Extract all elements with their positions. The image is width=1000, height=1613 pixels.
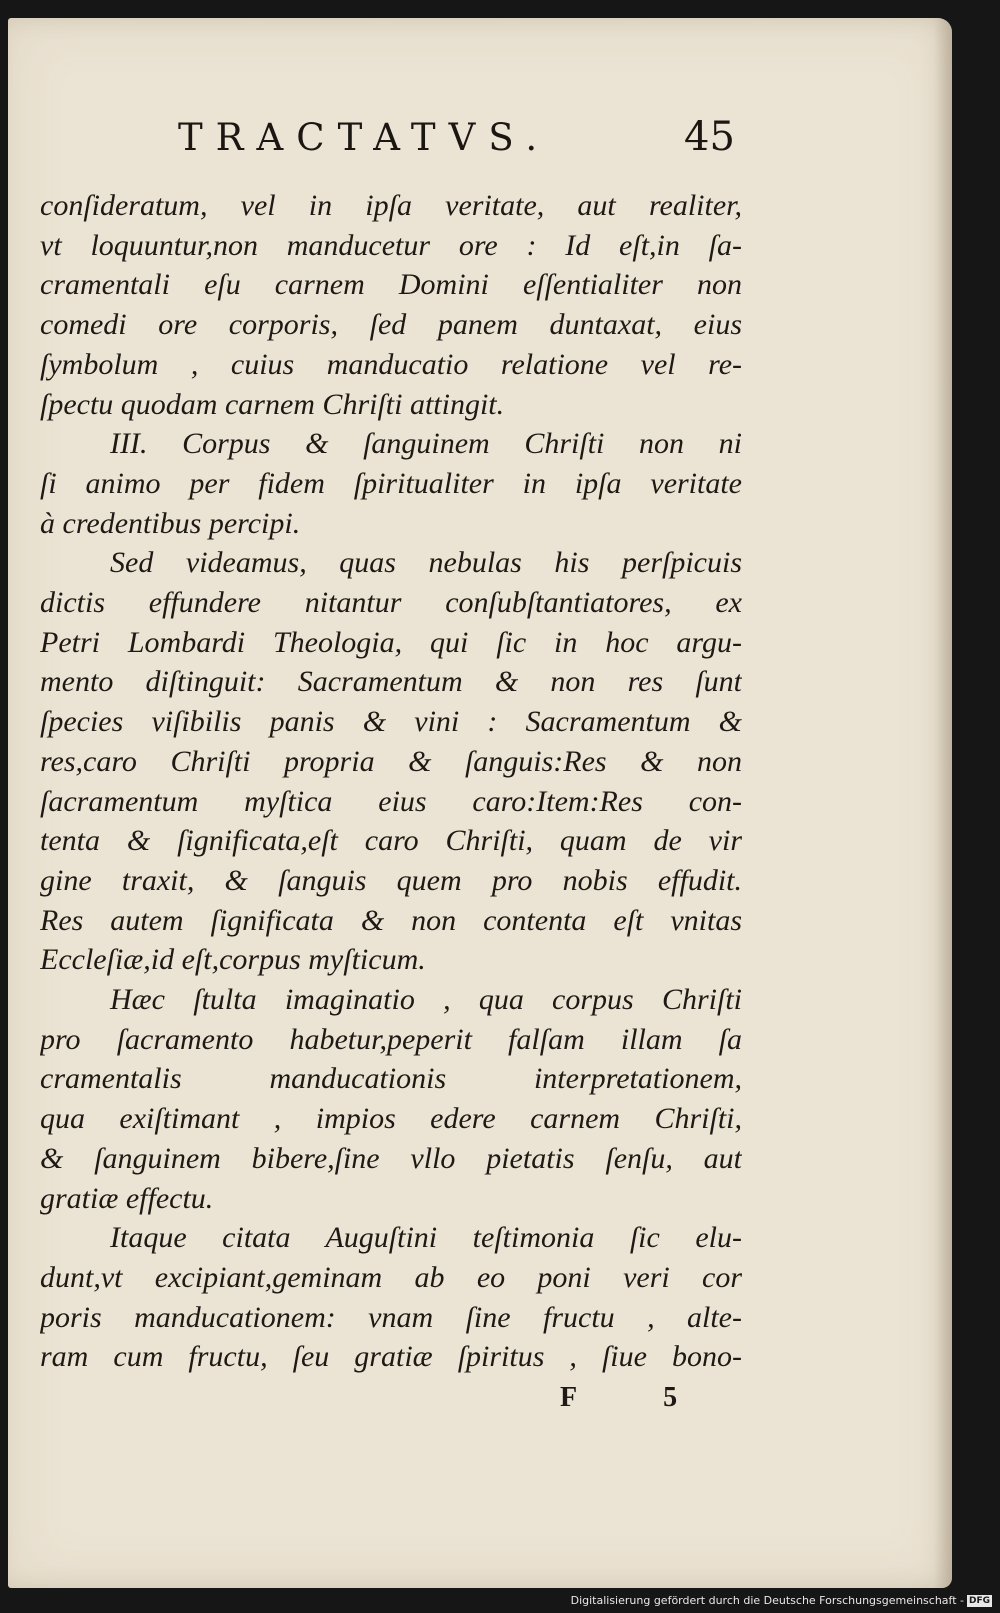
text-line [40,305,742,345]
text-line-content: ſpectu quodam carnem Chriſti attingit. [40,387,505,421]
text-line-content: res,caro Chriſti propria & ſanguis:Res & non [40,744,742,778]
text-line-content: mento diſtinguit: Sacramentum & non res ſunt [40,665,742,699]
text-line-content: Sed videamus, quas nebulas his perſpicuis [110,546,742,580]
text-line [40,424,742,464]
text-line [40,226,742,266]
text-line [40,821,742,861]
text-line-content: à credentibus percipi. [40,506,301,540]
digitization-credit [571,1594,992,1607]
text-line-content: III. Corpus & ſanguinem Chriſti non ni [110,427,742,461]
text-line [40,1020,742,1060]
text-line [40,1258,742,1298]
text-line [40,1099,742,1139]
text-line-content: conſideratum, vel in ipſa veritate, aut realiter, [40,189,742,222]
book-page [8,18,952,1588]
text-line [40,464,742,504]
page-number: 45 [684,114,735,160]
text-line [40,901,742,941]
text-line [40,861,742,901]
text-line-content: ſi animo per fidem ſpiritualiter in ipſa veritate [40,466,742,500]
text-line [40,265,742,305]
text-line-content: comedi ore corporis, ſed panem duntaxat, eius [40,308,742,342]
text-line [40,1139,742,1179]
text-line [40,1218,742,1258]
text-line [40,742,742,782]
text-line [40,1179,742,1219]
text-line-content: pro ſacramento habetur,peperit falſam illam ſa [40,1022,742,1056]
text-line [40,543,742,583]
text-line-content: ſpecies viſibilis panis & vini : Sacramentum & [40,705,742,739]
running-head: TRACTATVS. [178,116,551,159]
text-line-content: poris manducationem: vnam ſine fructu , alte- [40,1300,742,1334]
text-line [40,702,742,742]
text-line-content: ſacramentum myſtica eius caro:Item:Res con- [40,784,742,818]
text-line-content: ſymbolum , cuius manducatio relatione vel re- [40,347,742,381]
text-line-content: cramentali eſu carnem Domini eſſentialiter non [40,268,742,302]
text-line-content: Itaque citata Auguſtini teſtimonia ſic elu- [110,1221,742,1255]
text-line-content: Hæc ſtulta imaginatio , qua corpus Chriſti [110,983,742,1017]
text-line [40,940,742,980]
text-line [40,1059,742,1099]
text-line-content: ram cum fructu, ſeu gratiæ ſpiritus , ſiue bono- [40,1340,742,1374]
text-line-content: Res autem ſignificata & non contenta eſt vnitas [40,903,742,937]
text-line [40,782,742,822]
text-line-content: qua exiſtimant , impios edere carnem Chriſti, [40,1102,742,1136]
text-line-content: vt loquuntur,non manducetur ore : Id eſt,in ſa- [40,228,742,262]
text-line [40,385,742,425]
text-line [40,345,742,385]
text-line-content: & ſanguinem bibere,ſine vllo pietatis ſenſu, aut [40,1141,742,1175]
text-line-content: dunt,vt excipiant,geminam ab eo poni veri cor [40,1260,742,1294]
signature-mark: F 5 [560,1382,718,1413]
dfg-logo: DFG [968,1595,990,1606]
body-text [40,186,742,1377]
text-line [40,186,742,226]
text-line-content: cramentalis manducationis interpretationem, [40,1062,742,1096]
text-line-content: Petri Lombardi Theologia, qui ſic in hoc argu- [40,625,742,659]
text-line-content: tenta & ſignificata,eſt caro Chriſti, quam de vir [40,824,742,858]
text-line [40,662,742,702]
text-line [40,623,742,663]
text-line-content: gratiæ effectu. [40,1181,214,1215]
credit-text: Digitalisierung gefördert durch die Deutsche Forschungsgemeinschaft - [570,1594,964,1607]
text-line [40,504,742,544]
text-line [40,583,742,623]
text-line-content: Eccleſiæ,id eſt,corpus myſticum. [40,943,426,977]
text-line-content: dictis effundere nitantur conſubſtantiatores, ex [40,586,742,620]
text-line-content: gine traxit, & ſanguis quem pro nobis effudit. [40,863,742,897]
text-line [40,980,742,1020]
text-line [40,1337,742,1377]
text-line [40,1298,742,1338]
